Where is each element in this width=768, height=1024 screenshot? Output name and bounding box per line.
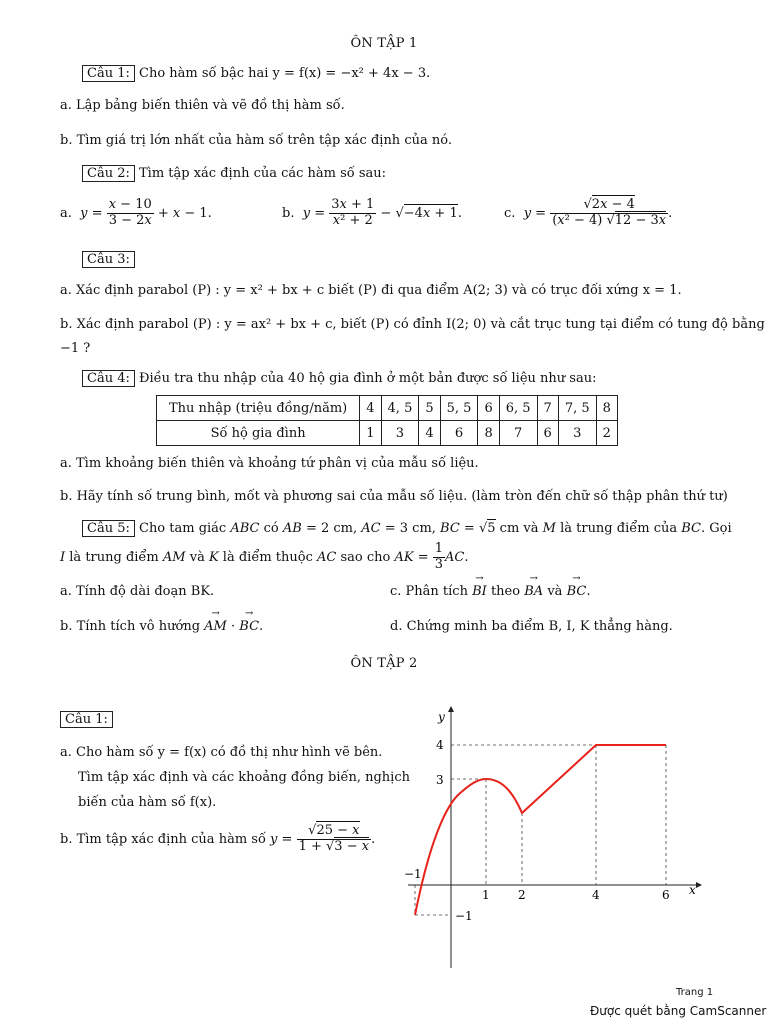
question-3-part-b-cont: −1 ? xyxy=(60,341,91,356)
question-label: Câu 5: xyxy=(82,520,135,537)
question-label: Câu 3: xyxy=(82,251,135,268)
question-3 xyxy=(82,252,135,267)
table-cell: 8 xyxy=(478,421,499,446)
question-5-part-b: b. Tính tích vô hướng → AM · → BC. xyxy=(60,619,263,634)
question-4-part-a: a. Tìm khoảng biến thiên và khoảng tứ phân vị của mẫu số liệu. xyxy=(60,456,479,471)
x-tick-label: 4 xyxy=(592,888,600,902)
section-title-2: ÔN TẬP 2 xyxy=(350,656,418,671)
table-cell: 6 xyxy=(478,396,499,421)
question-2-1-part-b: b. Tìm tập xác định của hàm số y = $\frac{√25 - x}{1 + √3 - x}$ . xyxy=(60,823,376,854)
table-cell: 6 xyxy=(440,421,478,446)
question-3-part-b: b. Xác định parabol (P) : y = ax² + bx + c, biết (P) có đỉnh I(2; 0) và cắt trục tung tại điểm có tung độ bằng xyxy=(60,317,765,332)
table-cell: 6, 5 xyxy=(499,396,537,421)
x-axis-label: x xyxy=(689,883,696,897)
question-2 xyxy=(82,166,386,181)
question-text: Điều tra thu nhập của 40 hộ gia đình ở một bản được số liệu như sau: xyxy=(139,371,597,386)
table-cell: 7, 5 xyxy=(558,396,596,421)
table-cell: 4 xyxy=(360,396,381,421)
question-4-part-b: b. Hãy tính số trung bình, mốt và phương sai của mẫu số liệu. (làm tròn đến chữ số thập phân thứ tư) xyxy=(60,489,728,504)
x-neg-tick-label: −1 xyxy=(404,867,422,881)
section-title-1: ÔN TẬP 1 xyxy=(350,36,418,51)
table-cell: 5, 5 xyxy=(440,396,478,421)
question-1-part-a: a. Lập bảng biến thiên và vẽ đồ thị hàm số. xyxy=(60,98,345,113)
table-row xyxy=(157,396,618,421)
y-tick-label: 3 xyxy=(436,773,444,787)
table-cell: 4 xyxy=(419,421,440,446)
question-label: Câu 1: xyxy=(82,65,135,82)
table-cell: Thu nhập (triệu đồng/năm) xyxy=(157,396,360,421)
question-label: Câu 2: xyxy=(82,165,135,182)
table-cell: 7 xyxy=(537,396,558,421)
question-2-1-part-a-line2: Tìm tập xác định và các khoảng đồng biến, nghịch xyxy=(78,770,410,785)
function-graph xyxy=(398,700,708,975)
question-label: Câu 1: xyxy=(60,711,113,728)
question-1 xyxy=(82,66,430,81)
question-2-1-part-a: a. Cho hàm số y = f(x) có đồ thị như hình vẽ bên. xyxy=(60,745,383,760)
question-2-part-c: c. y = $\frac{√2x - 4}{\text{(x² − 4) √12 − 3x}}$ . xyxy=(504,197,673,228)
question-5-cont: I là trung điểm AM và K là điểm thuộc AC sao cho AK = $\frac{1}{3}$ AC. xyxy=(60,541,469,572)
table-row xyxy=(157,421,618,446)
question-text: Cho hàm số bậc hai y = f(x) = −x² + 4x − 3. xyxy=(139,66,431,81)
question-5-part-c: c. Phân tích → BI theo → BA và → BC. xyxy=(390,584,590,599)
y-axis-label: y xyxy=(438,710,445,724)
table-cell: 7 xyxy=(499,421,537,446)
guide-lines xyxy=(415,745,666,915)
table-cell: Số hộ gia đình xyxy=(157,421,360,446)
question-5: Câu 5: Cho tam giác ABC có AB = 2 cm, AC = 3 cm, BC = √5 cm và M là trung điểm của BC. Gọi xyxy=(82,521,732,536)
x-tick-label: 6 xyxy=(662,888,670,902)
x-axis-arrow xyxy=(696,882,702,888)
table-cell: 5 xyxy=(419,396,440,421)
table-cell: 1 xyxy=(360,421,381,446)
y-tick-label: −1 xyxy=(455,909,473,923)
question-2-1 xyxy=(60,712,113,727)
question-4 xyxy=(82,371,596,386)
scanner-watermark: Được quét bằng CamScanner xyxy=(590,1004,767,1018)
page-number: Trang 1 xyxy=(676,987,714,998)
x-tick-label: 2 xyxy=(518,888,526,902)
table-cell: 2 xyxy=(596,421,617,446)
income-table xyxy=(156,395,618,446)
question-1-part-b: b. Tìm giá trị lớn nhất của hàm số trên tập xác định của nó. xyxy=(60,133,452,148)
table-cell: 3 xyxy=(381,421,419,446)
question-text: Tìm tập xác định của các hàm số sau: xyxy=(139,166,387,181)
question-2-part-b: b. y = $\frac{3x + 1}{\text{x² + 2}}$ − √−4x + 1. xyxy=(282,197,462,228)
question-2-1-part-a-line3: biến của hàm số f(x). xyxy=(78,795,217,810)
question-5-part-a: a. Tính độ dài đoạn BK. xyxy=(60,584,215,599)
question-label: Câu 4: xyxy=(82,370,135,387)
y-tick-label: 4 xyxy=(436,738,444,752)
table-cell: 8 xyxy=(596,396,617,421)
question-5-part-d: d. Chứng minh ba điểm B, I, K thẳng hàng. xyxy=(390,619,673,634)
table-cell: 4, 5 xyxy=(381,396,419,421)
x-tick-label: 1 xyxy=(482,888,490,902)
table-cell: 6 xyxy=(537,421,558,446)
question-2-part-a: a. y = $\frac{x - 10}{3 - 2x}$ + x − 1. xyxy=(60,197,212,228)
table-cell: 3 xyxy=(558,421,596,446)
question-3-part-a: a. Xác định parabol (P) : y = x² + bx + c biết (P) đi qua điểm A(2; 3) và có trục đối xứng x = 1. xyxy=(60,283,682,298)
y-axis-arrow xyxy=(448,706,454,712)
function-curve xyxy=(415,745,666,915)
